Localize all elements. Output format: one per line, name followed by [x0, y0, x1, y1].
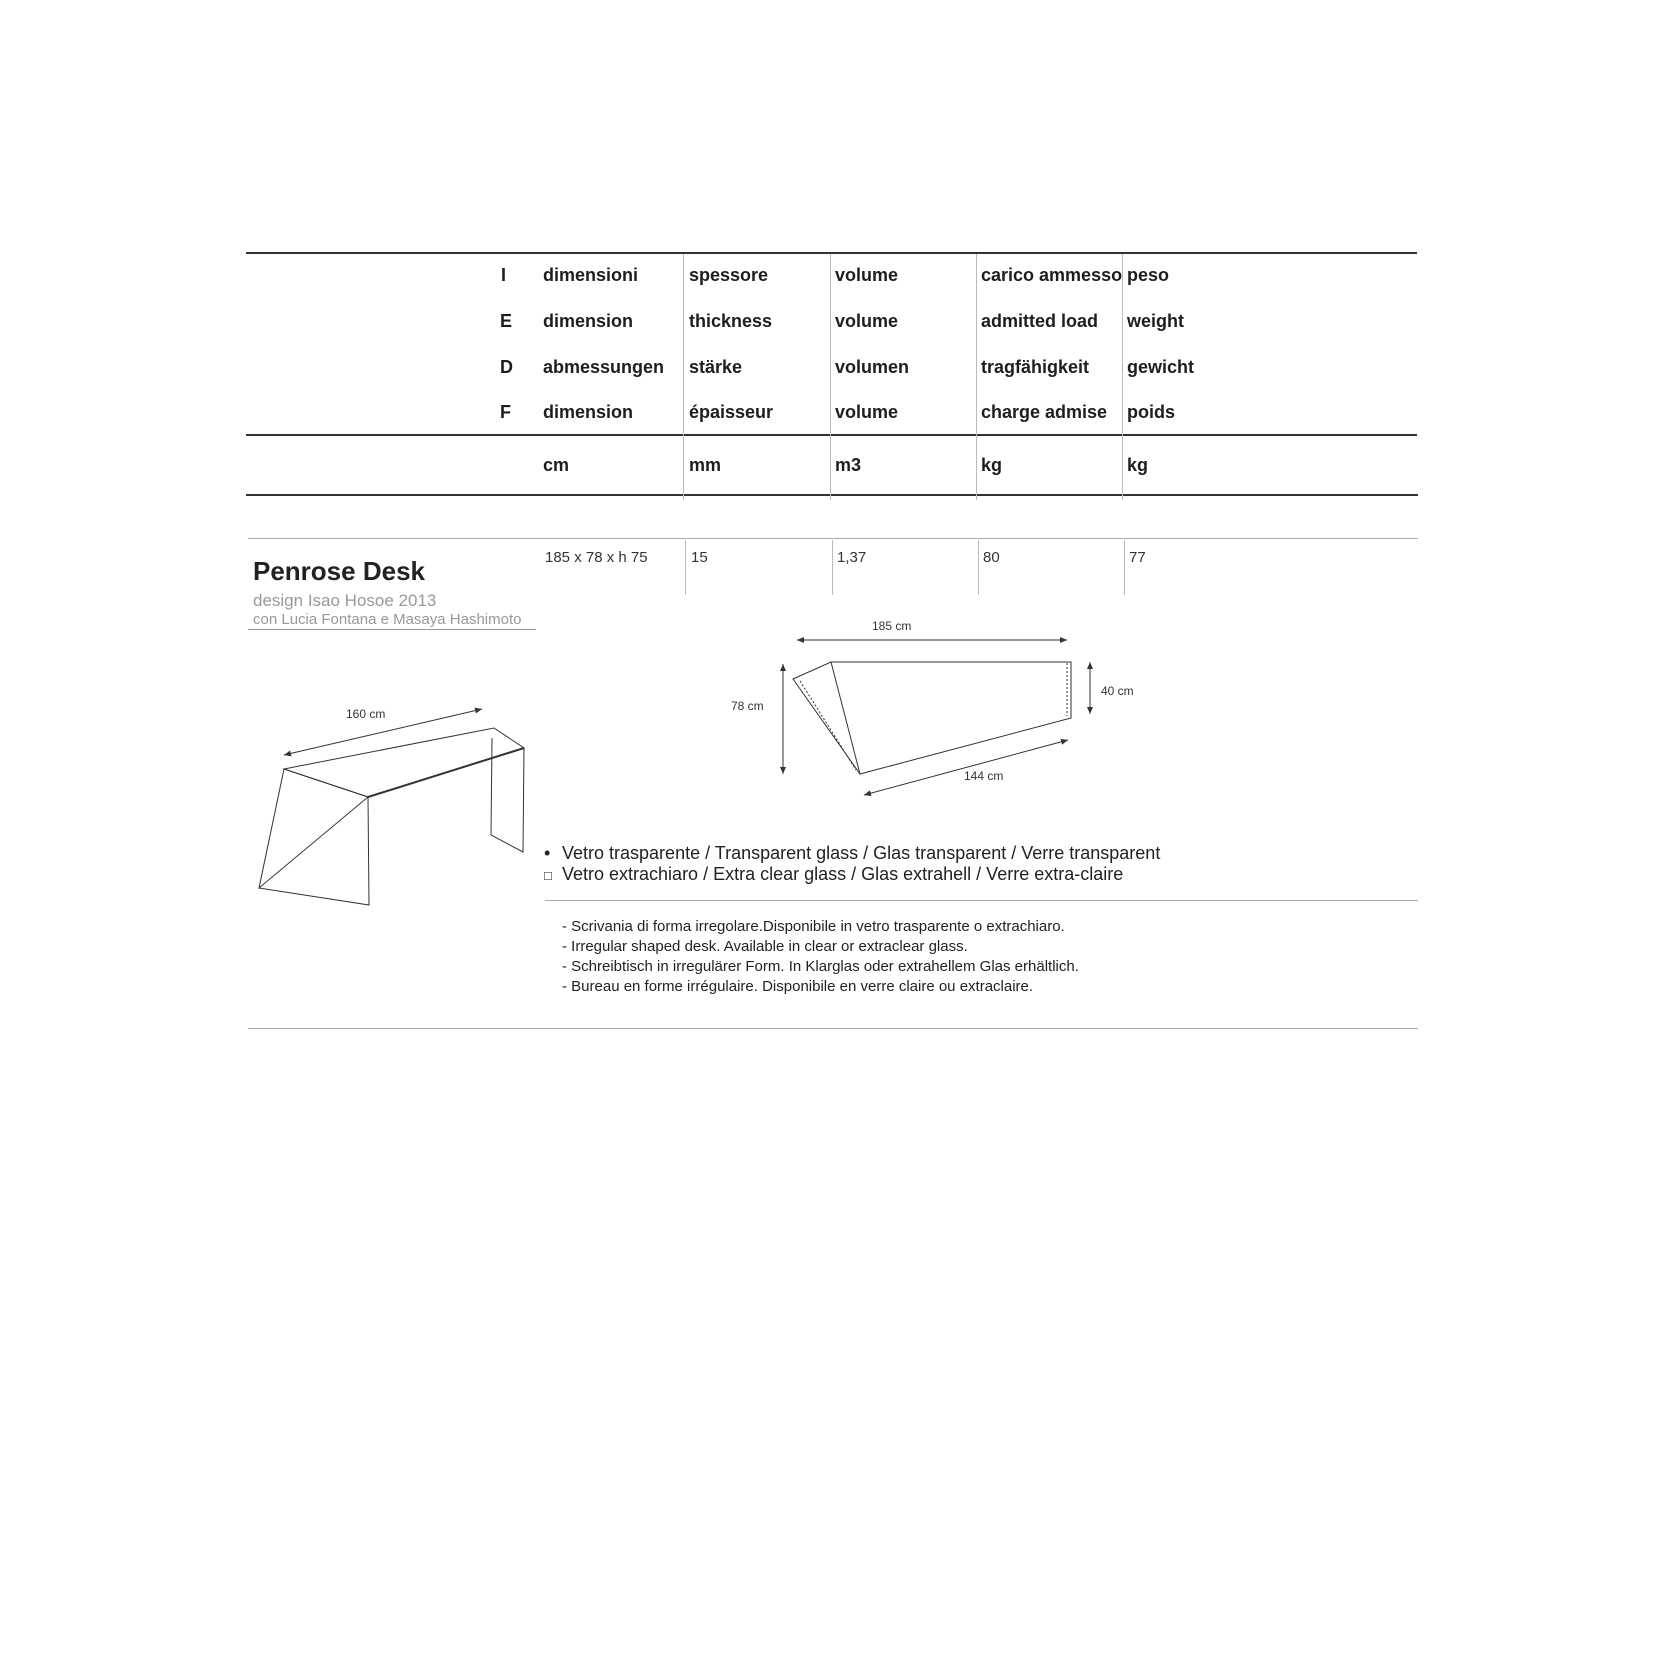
- col-thickness-it: spessore: [689, 265, 769, 285]
- product-designer: design Isao Hosoe 2013: [253, 591, 437, 610]
- col-dimension-it: dimensioni: [543, 265, 639, 285]
- col-volume-it: volume: [835, 265, 899, 285]
- perspective-length-label: 160 cm: [346, 707, 386, 721]
- lang-code-de: D: [500, 357, 513, 377]
- unit-thickness: mm: [689, 455, 722, 475]
- plan-depth-label: 78 cm: [731, 699, 764, 713]
- col-dimension-fr: dimension: [543, 402, 634, 422]
- plan-right-depth-label: 40 cm: [1101, 684, 1134, 698]
- col-weight-fr: poids: [1127, 402, 1175, 422]
- desk-perspective-drawing: [259, 709, 524, 905]
- lang-code-en: E: [500, 311, 513, 331]
- col-weight-en: weight: [1127, 311, 1184, 331]
- product-title: Penrose Desk: [253, 556, 425, 586]
- lang-code-fr: F: [500, 402, 511, 422]
- description-line-it: - Scrivania di forma irregolare.Disponibile in vetro trasparente o extrachiaro.: [562, 918, 1065, 935]
- value-load: 80: [983, 549, 1000, 566]
- glass-option-extraclear: [544, 864, 1123, 885]
- col-volume-en: volume: [835, 311, 899, 331]
- col-load-fr: charge admise: [981, 402, 1108, 422]
- col-volume-de: volumen: [835, 357, 910, 377]
- bullet-icon: •: [544, 843, 551, 863]
- unit-dimension: cm: [543, 455, 570, 475]
- col-load-de: tragfähigkeit: [981, 357, 1090, 377]
- value-dimension: 185 x 78 x h 75: [545, 549, 648, 566]
- col-thickness-fr: épaisseur: [689, 402, 774, 422]
- col-dimension-de: abmessungen: [543, 357, 665, 377]
- col-weight-de: gewicht: [1127, 357, 1195, 377]
- description-line-en: - Irregular shaped desk. Available in clear or extraclear glass.: [562, 938, 968, 955]
- unit-load: kg: [981, 455, 1003, 475]
- glass-option-text: Vetro trasparente / Transparent glass / Glas transparent / Verre transparent: [562, 843, 1161, 863]
- lang-code-it: I: [501, 265, 507, 285]
- col-volume-fr: volume: [835, 402, 899, 422]
- glass-option-transparent: [544, 843, 1160, 864]
- desk-plan-drawing: [783, 640, 1090, 795]
- plan-width-label: 185 cm: [872, 619, 912, 633]
- col-load-en: admitted load: [981, 311, 1099, 331]
- col-dimension-en: dimension: [543, 311, 634, 331]
- glass-option-text: Vetro extrachiaro / Extra clear glass / Glas extrahell / Verre extra-claire: [562, 864, 1124, 884]
- description-line-de: - Schreibtisch in irregulärer Form. In Klarglas oder extrahellem Glas erhältlich.: [562, 958, 1079, 975]
- value-volume: 1,37: [837, 549, 867, 566]
- value-thickness: 15: [691, 549, 708, 566]
- value-weight: 77: [1129, 549, 1146, 566]
- col-weight-it: peso: [1127, 265, 1170, 285]
- col-load-it: carico ammesso: [981, 265, 1123, 285]
- description-line-fr: - Bureau en forme irrégulaire. Disponibile en verre claire ou extraclaire.: [562, 978, 1034, 995]
- product-collaborators: con Lucia Fontana e Masaya Hashimoto: [253, 611, 522, 628]
- col-thickness-en: thickness: [689, 311, 773, 331]
- col-thickness-de: stärke: [689, 357, 743, 377]
- unit-weight: kg: [1127, 455, 1149, 475]
- plan-bottom-length-label: 144 cm: [964, 769, 1004, 783]
- square-outline-icon: □: [544, 868, 552, 883]
- unit-volume: m3: [835, 455, 862, 475]
